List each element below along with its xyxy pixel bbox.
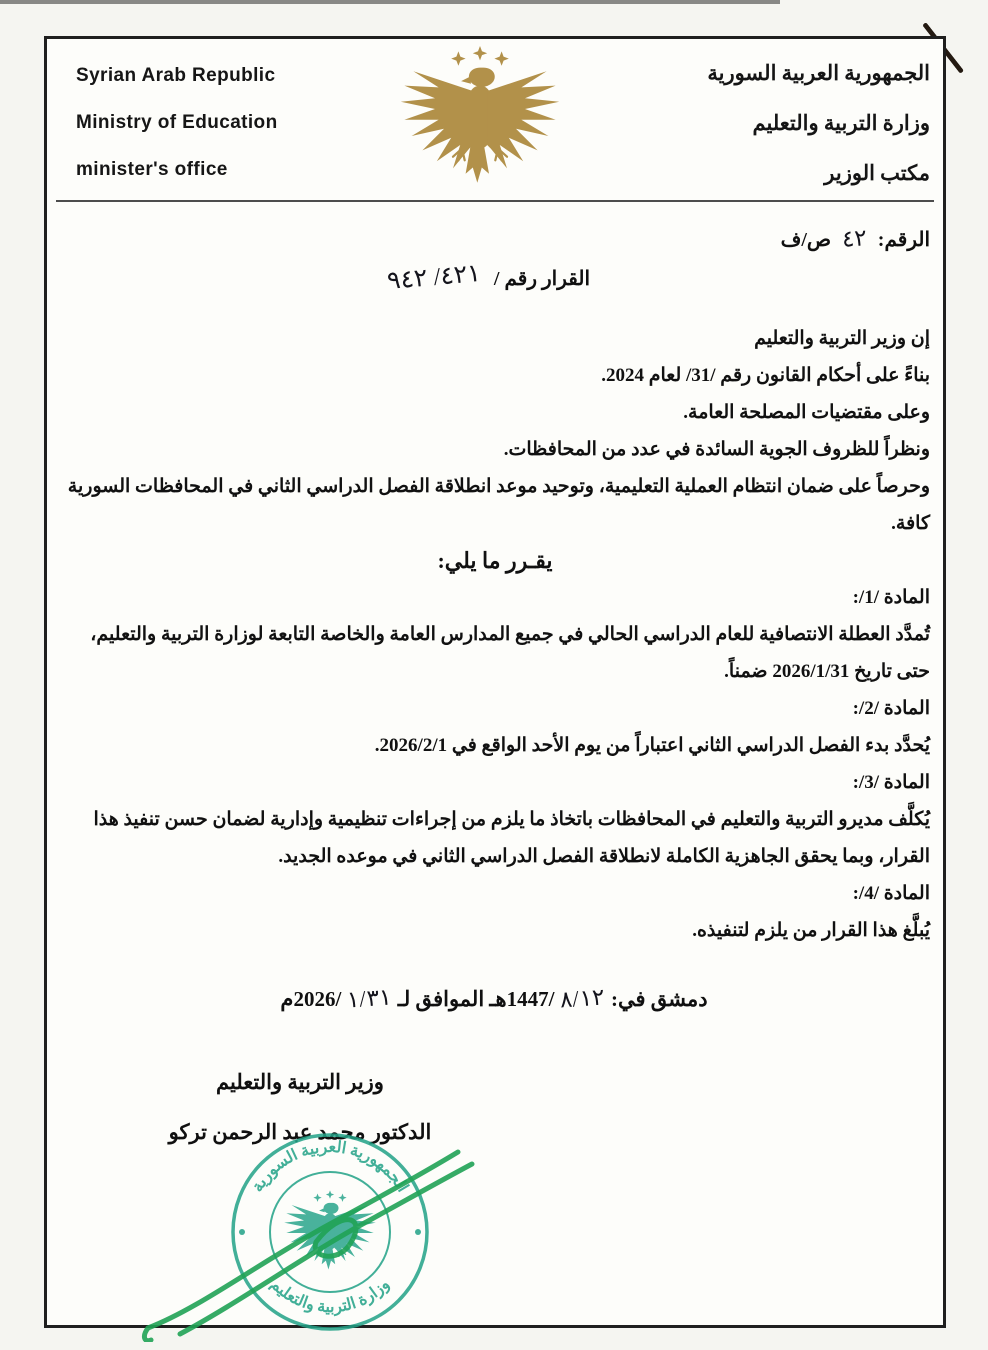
preamble-line: إن وزير التربية والتعليم [754, 328, 930, 349]
date-line [0, 986, 988, 1012]
decides-heading: يقـرر ما يلي: [437, 548, 553, 573]
signature-title: وزير التربية والتعليم [216, 1070, 384, 1094]
decision-number-line [379, 259, 590, 296]
hijri-handwritten-date: ١٢/٨ [559, 984, 606, 1013]
preamble-line: بناءً على أحكام القانون رقم /31/ لعام 2024. [601, 365, 930, 386]
article-2-label: المادة /2/: [852, 698, 930, 719]
scan-edge-artifact [0, 0, 780, 4]
ministry-stamp-and-signature [120, 1112, 560, 1342]
article-4-text: يُبلَّغ هذا القرار من يلزم لتنفيذه. [692, 920, 930, 941]
english-letterhead-line-1: Syrian Arab Republic [76, 65, 276, 86]
gregorian-handwritten-date: ٣١/١ [346, 984, 393, 1013]
reference-label: الرقم: [877, 229, 930, 251]
article-4-label: المادة /4/: [852, 883, 930, 904]
english-letterhead-line-2: Ministry of Education [76, 112, 278, 133]
arabic-letterhead-line-2: وزارة التربية والتعليم [752, 111, 930, 135]
stamp-top-text: الجمهورية العربية السورية [249, 1138, 412, 1196]
gregorian-typed-date: /2026م [280, 987, 342, 1011]
article-1-text: تُمدَّد العطلة الانتصافية للعام الدراسي الحالي في جميع المدارس العامة والخاصة التابعة لوزارة التربية والتعليم، حتى تاريخ 2026/1/31 ضمناً. [90, 624, 930, 682]
article-3-label: المادة /3/: [852, 772, 930, 793]
reference-number-line [781, 226, 930, 252]
signature-name: الدكتور محمد عبد الرحمن تركو [168, 1120, 432, 1144]
article-3-text: يُكلَّف مديرو التربية والتعليم في المحافظات باتخاذ ما يلزم من إجراءات تنظيمية وإدارية لضمان حسن تنفيذ هذا القرار، وبما يحقق الجاهزية الكاملة لانطلاقة الفصل الدراسي الثاني في موعده الجديد. [93, 809, 930, 867]
stamp-top-text-container [249, 1139, 411, 1195]
ministry-eagle-emblem-icon [382, 46, 578, 190]
article-2-text: يُحدَّد بدء الفصل الدراسي الثاني اعتباراً من يوم الأحد الواقع في 2026/2/1. [374, 735, 930, 756]
reference-handwritten-number: ٤٢ [841, 225, 868, 252]
header-divider [56, 200, 934, 202]
article-1-label: المادة /1/: [852, 587, 930, 608]
decision-handwritten-numbers: ٤٢١/ ٩٤٢ [386, 259, 482, 296]
decision-body [60, 320, 930, 949]
hijri-typed-date: /1447هـ الموافق لـ [397, 987, 555, 1011]
reference-suffix: ص/ف [780, 229, 832, 251]
preamble-line: ونظراً للظروف الجوية السائدة في عدد من المحافظات. [503, 439, 930, 460]
stamp-bottom-text-container [266, 1276, 393, 1317]
decision-typed-text: القرار رقم / [493, 268, 590, 290]
date-prefix: دمشق في: [610, 987, 708, 1011]
arabic-letterhead [707, 48, 930, 198]
stamp-bottom-text: وزارة التربية والتعليم [267, 1275, 393, 1317]
english-letterhead-line-3: minister's office [76, 159, 228, 180]
arabic-letterhead-line-1: الجمهورية العربية السورية [707, 61, 930, 85]
preamble-line: وعلى مقتضيات المصلحة العامة. [683, 402, 930, 423]
english-letterhead [76, 52, 278, 193]
arabic-letterhead-line-3: مكتب الوزير [824, 161, 930, 185]
preamble-line: وحرصاً على ضمان انتظام العملية التعليمية، وتوحيد موعد انطلاقة الفصل الدراسي الثاني في المحافظات السورية كافة. [67, 476, 930, 534]
